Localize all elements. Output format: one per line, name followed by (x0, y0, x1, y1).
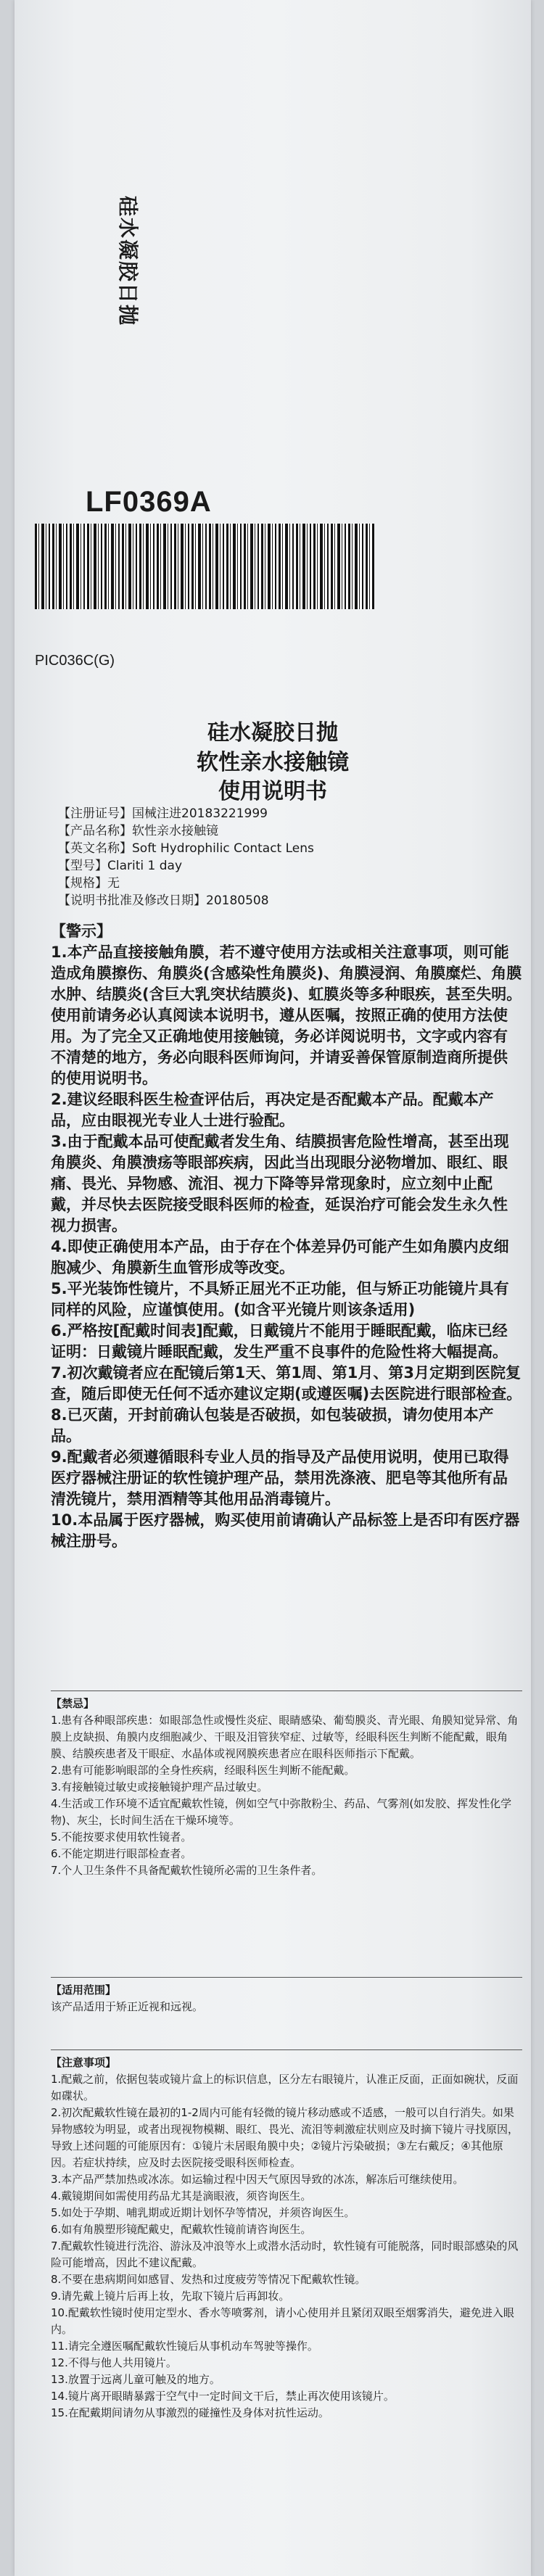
usage-text: 该产品适用于矫正近视和远视。 (51, 2000, 204, 2013)
warning-item: 4.即使正确使用本产品，由于存在个体差异仍可能产生如角膜内皮细胞减少、角膜新生血管形成等改变。 (51, 1238, 509, 1276)
warning-item: 8.已灭菌，开封前确认包装是否破损，如包装破损，请勿使用本产品。 (51, 1406, 494, 1445)
warning-item: 7.初次戴镜者应在配镜后第1天、第1周、第1月、第3月定期到医院复查，随后即使无任何不适亦建议定期(或遵医嘱)去医院进行眼部检查。 (51, 1364, 522, 1403)
product-name-vertical: 硅水凝胶日抛 (116, 196, 140, 327)
note-item: 14.镜片离开眼睛暴露于空气中一定时间文干后，禁止再次使用该镜片。 (51, 2390, 395, 2403)
warnings-section (51, 921, 522, 1552)
note-item: 9.请先戴上镜片后再上妆，先取下镜片后再卸妆。 (51, 2290, 290, 2303)
warning-item: 2.建议经眼科医生检查评估后，再决定是否配戴本产品。配戴本产品，应由眼视光专业人士进行验配。 (51, 1091, 494, 1129)
info-english-name: 【英文名称】Soft Hydrophilic Contact Lens (58, 841, 314, 856)
barcode-image (35, 524, 374, 609)
note-item: 15.在配戴期间请勿从事激烈的碰撞性及身体对抗性运动。 (51, 2406, 329, 2419)
lot-code: LF0369A (86, 486, 212, 518)
note-item: 10.配戴软性镜时使用定型水、香水等喷雾剂，请小心使用并且紧闭双眼至烟雾消失，避免进入眼内。 (51, 2306, 514, 2336)
contraindication-item: 2.患有可能影响眼部的全身性疾病，经眼科医生判断不能配戴。 (51, 1764, 355, 1777)
warning-item: 1.本产品直接接触角膜，若不遵守使用方法或相关注意事项，则可能造成角膜擦伤、角膜炎(含感染性角膜炎)、角膜浸润、角膜糜烂、角膜水肿、结膜炎(含巨大乳突状结膜炎)、虹膜炎等多种眼疾，甚至失明。使用前请务必认真阅读本说明书，遵从医嘱，按照正确的使用方法使用。为了完全又正确地使用接触镜，务必详阅说明书，文字或内容有不清楚的地方，务必向眼科医师询问，并请妥善保管原制造商所提供的使用说明书。 (51, 944, 522, 1087)
warning-item: 3.由于配戴本品可使配戴者发生角、结膜损害危险性增高，甚至出现角膜炎、角膜溃疡等眼部疾病，因此当出现眼分泌物增加、眼红、眼痛、畏光、异物感、流泪、视力下降等异常现象时，应立刻中止配戴，并尽快去医院接受眼科医师的检查，延误治疗可能会发生永久性视力损害。 (51, 1133, 509, 1234)
note-item: 5.如处于孕期、哺乳期或近期计划怀孕等情况，并须咨询医生。 (51, 2206, 355, 2219)
note-item: 3.本产品严禁加热或冰冻。如运输过程中因天气原因导致的冰冻，解冻后可继续使用。 (51, 2173, 464, 2186)
note-item: 11.请完全遵医嘱配戴软性镜后从事机动车驾驶等操作。 (51, 2340, 318, 2353)
notes-section (51, 2045, 522, 2422)
heading-line-3: 使用说明书 (218, 779, 327, 804)
warnings-title: 【警示】 (51, 922, 112, 940)
usage-title: 【适用范围】 (51, 1983, 117, 1997)
product-code: PIC036C(G) (35, 653, 115, 669)
info-product-name: 【产品名称】软性亲水接触镜 (58, 824, 218, 838)
notes-title: 【注意事项】 (51, 2056, 117, 2069)
info-registration: 【注册证号】国械注进20183221999 (58, 806, 268, 821)
contraindications-title: 【禁忌】 (51, 1697, 95, 1710)
contraindication-item: 6.不能定期进行眼部检查者。 (51, 1847, 192, 1860)
note-item: 7.配戴软性镜进行洗浴、游泳及冲浪等水上或潜水活动时，软性镜有可能脱落，同时眼部感染的风险可能增高，因此不建议配戴。 (51, 2239, 519, 2269)
warning-item: 6.严格按[配戴时间表]配戴，日戴镜片不能用于睡眠配戴，临床已经证明：日戴镜片睡眠配戴，发生严重不良事件的危险性将大幅提高。 (51, 1322, 508, 1361)
contraindication-item: 7.个人卫生条件不具备配戴软性镜所必需的卫生条件者。 (51, 1864, 323, 1877)
note-item: 12.不得与他人共用镜片。 (51, 2356, 177, 2369)
info-spec: 【规格】无 (58, 876, 120, 891)
note-item: 4.戴镜期间如需使用药品尤其是滴眼液，须咨询医生。 (51, 2189, 312, 2203)
heading-line-1: 硅水凝胶日抛 (207, 720, 338, 746)
contraindications-section (51, 1686, 522, 1879)
contraindication-item: 3.有接触镜过敏史或接触镜护理产品过敏史。 (51, 1780, 268, 1793)
warning-item: 5.平光装饰性镜片，不具矫正屈光不正功能，但与矫正功能镜片具有同样的风险，应谨慎使用。(如含平光镜片则该条适用) (51, 1280, 509, 1318)
divider (51, 2049, 522, 2050)
info-model: 【型号】Clariti 1 day (58, 859, 183, 873)
warning-item: 10.本品属于医疗器械，购买使用前请确认产品标签上是否印有医疗器械注册号。 (51, 1511, 520, 1550)
note-item: 6.如有角膜塑形镜配戴史，配戴软性镜前请咨询医生。 (51, 2223, 312, 2236)
instruction-leaflet (15, 0, 531, 2576)
note-item: 1.配戴之前，依据包装或镜片盒上的标识信息，区分左右眼镜片，认准正反面，正面如碗状，反面如碟状。 (51, 2073, 519, 2102)
heading-line-2: 软性亲水接触镜 (197, 750, 349, 775)
note-item: 8.不要在患病期间如感冒、发热和过度疲劳等情况下配戴软性镜。 (51, 2273, 366, 2286)
divider (51, 1977, 522, 1978)
contraindication-item: 4.生活或工作环境不适宜配戴软性镜，例如空气中弥散粉尘、药品、气雾剂(如发胶、挥发性化学物)、灰尘，长时间生活在干燥环境等。 (51, 1797, 512, 1827)
divider (51, 1690, 522, 1691)
product-info-block (58, 805, 515, 909)
contraindication-item: 5.不能按要求使用软性镜者。 (51, 1830, 192, 1844)
info-approval-date: 【说明书批准及修改日期】20180508 (58, 893, 269, 908)
warning-item: 9.配戴者必须遵循眼科专业人员的指导及产品使用说明，使用已取得医疗器械注册证的软性镜护理产品，禁用洗涤液、肥皂等其他所有品清洗镜片，禁用酒精等其他用品消毒镜片。 (51, 1448, 509, 1508)
note-item: 13.放置于远离儿童可触及的地方。 (51, 2373, 221, 2386)
usage-section (51, 1973, 522, 2015)
contraindication-item: 1.患有各种眼部疾患：如眼部急性或慢性炎症、眼睛感染、葡萄膜炎、青光眼、角膜知觉异常、角膜上皮缺损、角膜内皮细胞减少、干眼及泪管狭窄症、过敏等，经眼科医生判断不能配戴，眼角膜、结膜疾患者及干眼症、水晶体或视网膜疾患者应在眼科医师指示下配戴。 (51, 1714, 519, 1760)
note-item: 2.初次配戴软性镜在最初的1-2周内可能有轻微的镜片移动感或不适感，一般可以自行消失。如果异物感较为明显，或者出现视物模糊、眼红、畏光、流泪等刺激症状则应及时摘下镜片寻找原因，导致上述问题的可能原因有：①镜片未居眼角膜中央；②镜片污染破损；③左右戴反；④其他原因。若症状持续，应及时去医院接受眼科医师检查。 (51, 2106, 519, 2169)
